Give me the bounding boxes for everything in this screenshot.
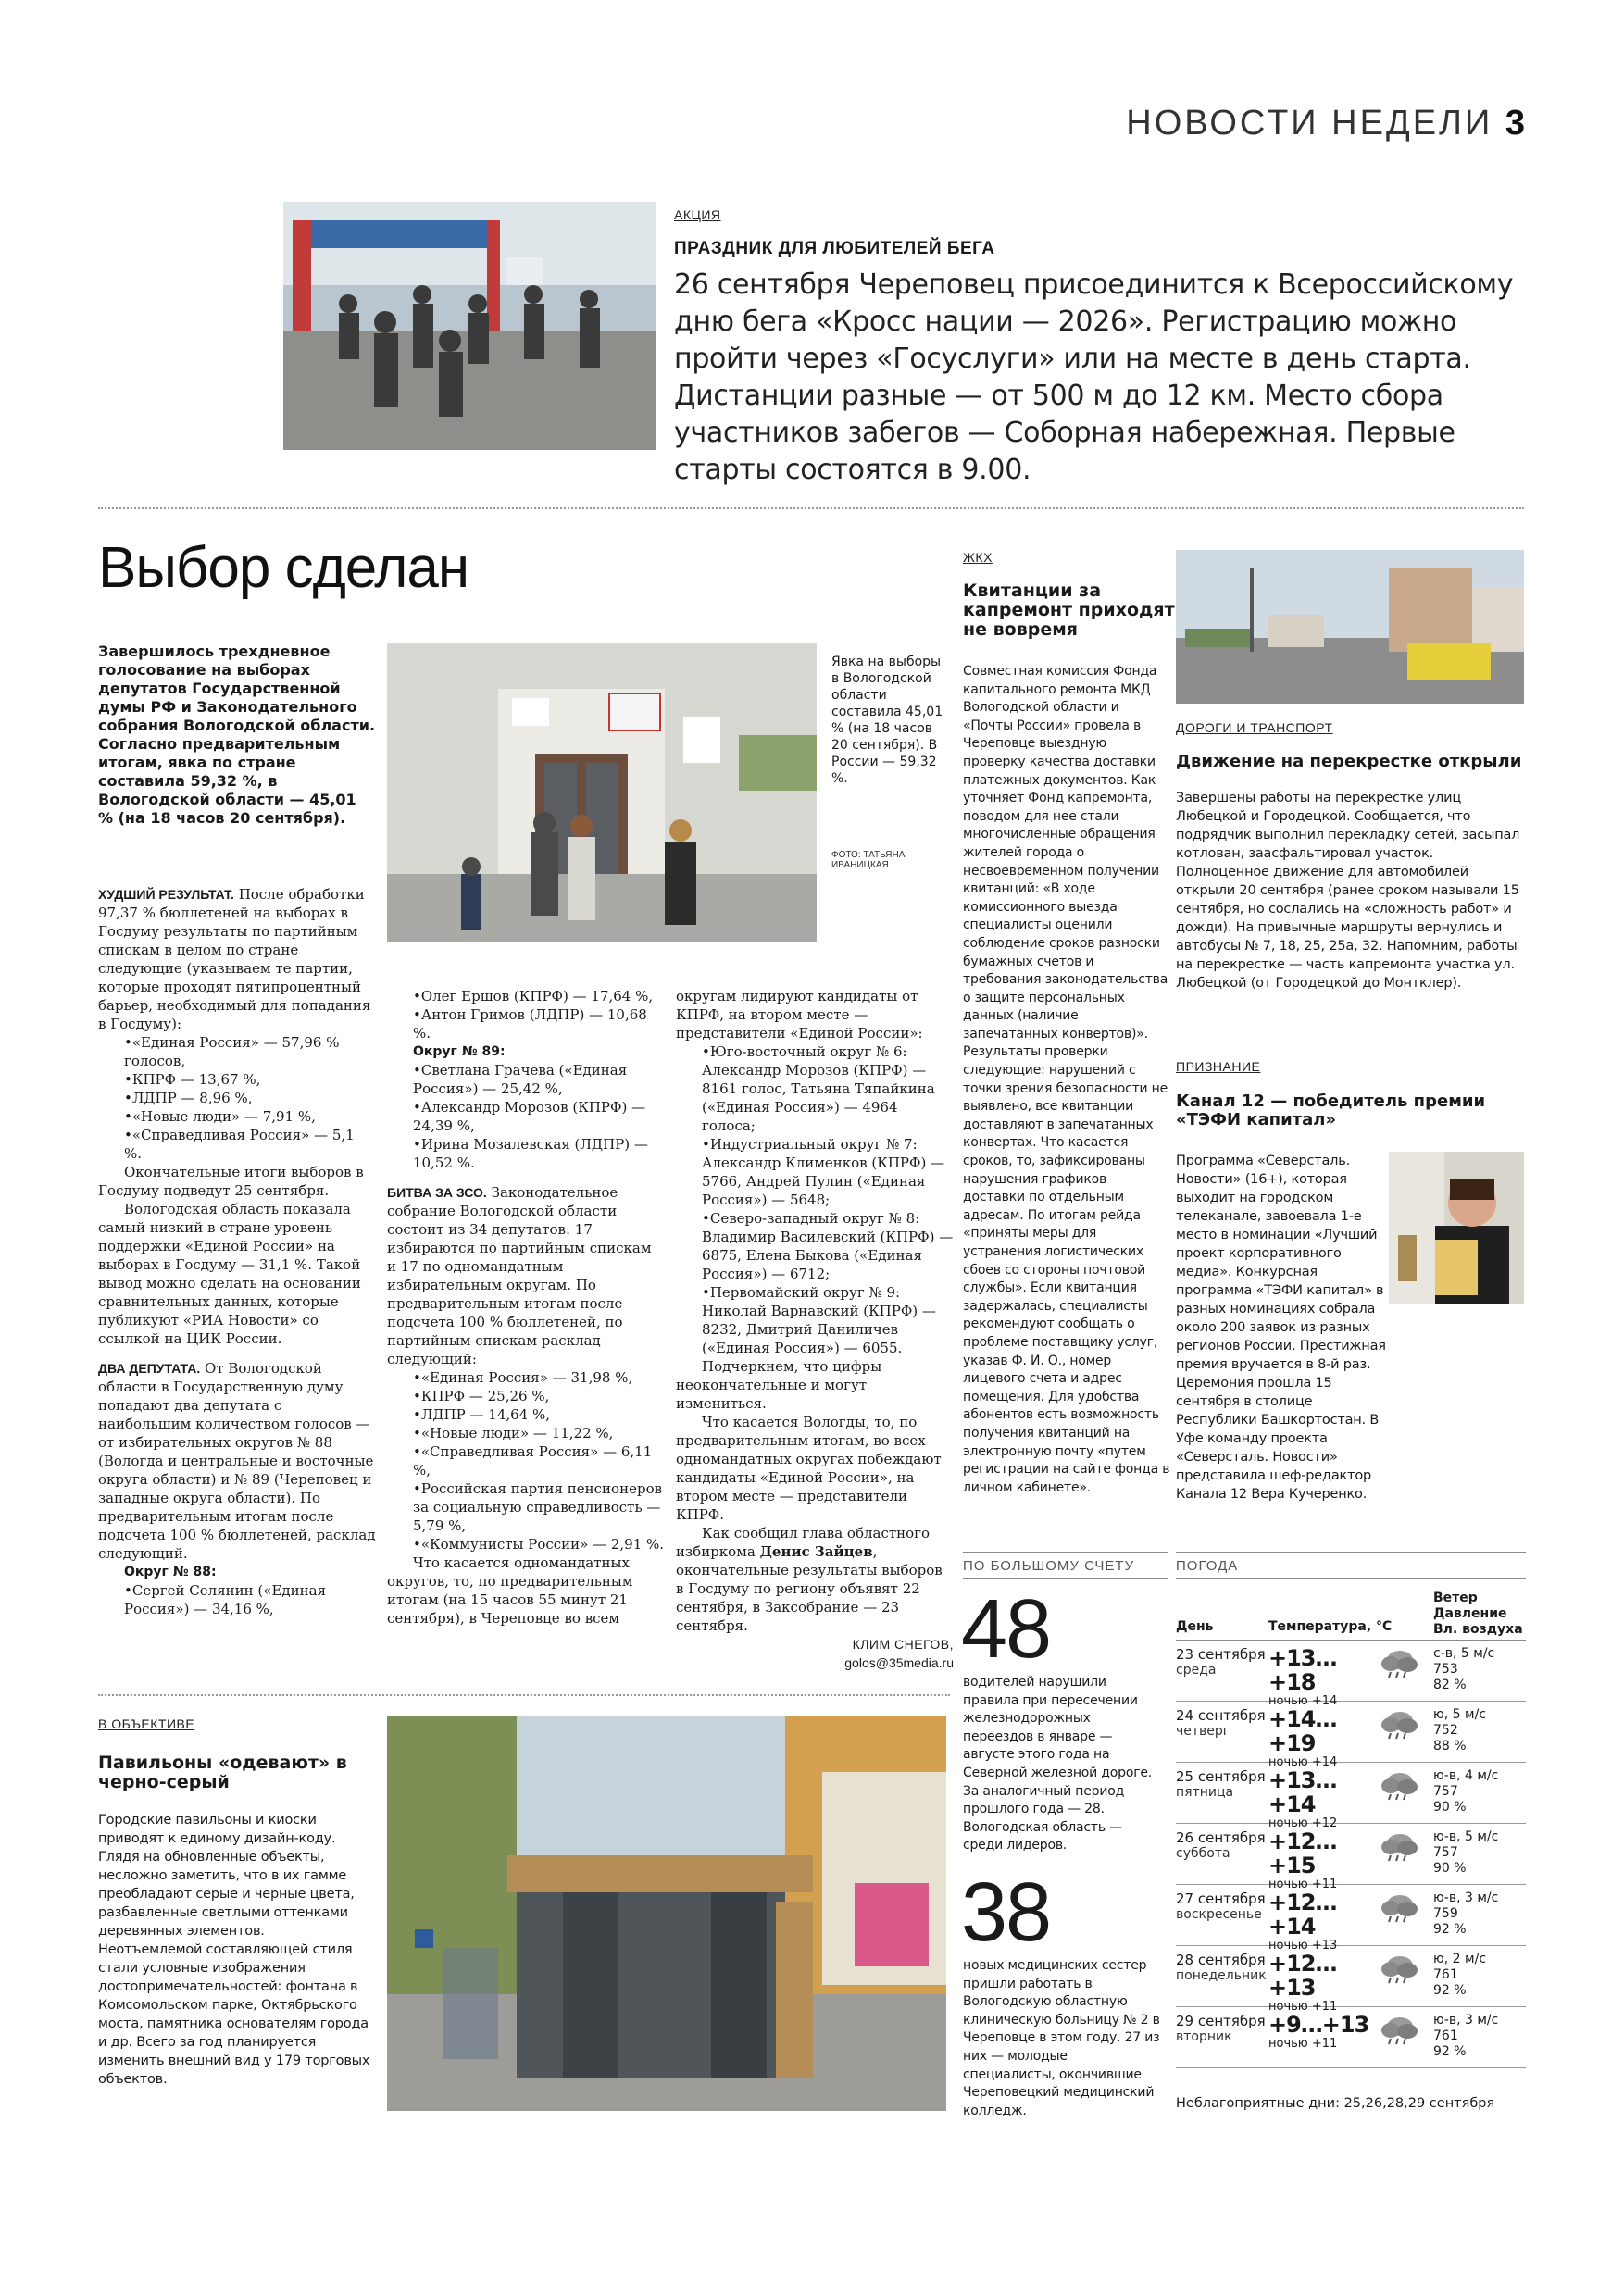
stat-number-1: 48 [961, 1583, 1051, 1676]
weather-row [1176, 1702, 1526, 1769]
list-item: •КПРФ — 13,67 %, [124, 1071, 261, 1088]
weather-date: 29 сентября [1176, 2013, 1266, 2029]
weather-row [1176, 1946, 1526, 2014]
weather-weekday: суббота [1176, 1846, 1230, 1861]
roads-title: Движение на перекрестке открыли [1176, 752, 1522, 771]
rain-cloud-icon [1378, 1768, 1433, 1823]
weather-date: 25 сентября [1176, 1768, 1266, 1785]
weather-night-temp: ночью +13 [1268, 1939, 1338, 1953]
list-item: •«Единая Россия» — 31,98 %, [413, 1369, 633, 1386]
paragraph: округам лидируют кандидаты от КПРФ, на втором месте — представители «Единой России»: [676, 988, 923, 1042]
weather-col-temp: Температура, °С [1268, 1619, 1393, 1634]
promo-title: ПРАЗДНИК ДЛЯ ЛЮБИТЕЛЕЙ БЕГА [674, 239, 995, 258]
weather-col-pressure: Давление [1433, 1606, 1507, 1621]
pavilions-rubric: В ОБЪЕКТИВЕ [98, 1716, 195, 1731]
weather-weekday: воскресенье [1176, 1907, 1262, 1922]
list-item: •Северо-западный округ № 8: Владимир Василевский (КПРФ) — 6875, Елена Быкова («Единая Россия») — 6712; [702, 1210, 954, 1282]
page-header [1093, 104, 1528, 144]
roads-rubric: ДОРОГИ И ТРАНСПОРТ [1176, 720, 1333, 735]
weather-wind: ю, 2 м/с [1433, 1952, 1487, 1966]
okrug-heading: Округ № 89: [413, 1044, 506, 1059]
weather-footer: Неблагоприятные дни: 25,26,28,29 сентября [1176, 2096, 1495, 2111]
author-email: golos@35media.ru [844, 1655, 954, 1670]
list-item: •ЛДПР — 14,64 %, [413, 1406, 551, 1423]
list-item: •Первомайский округ № 9: Николай Варнавский (КПРФ) — 8232, Дмитрий Даниличев («Единая Россия») — 6055. [702, 1284, 936, 1356]
section-lead-worst: ХУДШИЙ РЕЗУЛЬТАТ. [98, 887, 234, 902]
weather-date: 26 сентября [1176, 1829, 1266, 1846]
weather-pressure: 757 [1433, 1784, 1458, 1799]
rain-cloud-icon [1378, 1890, 1433, 1945]
rain-cloud-icon [1378, 1707, 1433, 1762]
pavilion-photo [387, 1716, 946, 2111]
weather-row [1176, 1824, 1526, 1891]
weather-wind: с-в, 5 м/с [1433, 1646, 1495, 1661]
paragraph: Что касается Вологды, то, по предварительным итогам, во всех одномандатных округах побеждают кандидаты «Единой России», на втором месте — представители КПРФ. [676, 1414, 942, 1523]
list-item: •Ирина Мозалевская (ЛДПР) — 10,52 %. [413, 1136, 648, 1171]
list-item: •Олег Ершов (КПРФ) — 17,64 %, [413, 988, 654, 1004]
author-name: КЛИМ СНЕГОВ, [852, 1637, 954, 1652]
weather-temp: +13…+18 [1268, 1645, 1337, 1695]
section-lead-two-deputies: ДВА ДЕПУТАТА. [98, 1361, 201, 1376]
list-item: •Российская партия пенсионеров за социальную справедливость — 5,79 %, [413, 1480, 663, 1534]
page-number: 3 [1505, 104, 1528, 143]
award-winner-photo [1389, 1152, 1524, 1304]
weather-temp: +12…+14 [1268, 1890, 1337, 1940]
weather-humidity: 92 % [1433, 1983, 1467, 1998]
weather-humidity: 90 % [1433, 1800, 1467, 1815]
weather-date: 23 сентября [1176, 1646, 1266, 1663]
weather-row [1176, 2007, 1526, 2068]
article-col-2 [387, 987, 665, 1628]
weather-temp: +12…+15 [1268, 1828, 1337, 1878]
weather-date: 24 сентября [1176, 1707, 1266, 1724]
photo-caption: Явка на выборы в Вологодской области составила 45,01 % (на 18 часов 20 сентября). В России — 59,32 %. [831, 655, 943, 786]
list-item: •«Справедливая Россия» — 5,1 %. [124, 1127, 355, 1162]
zhkh-title: Квитанции за капремонт приходят не вовремя [963, 580, 1175, 640]
list-item: •Юго-восточный округ № 6: Александр Морозов (КПРФ) — 8161 голос, Татьяна Тяпайкина («Единая Россия») — 4964 голоса; [702, 1043, 935, 1134]
list-item: •«Единая Россия» — 57,96 % голосов, [124, 1034, 340, 1069]
weather-weekday: среда [1176, 1663, 1217, 1678]
weather-rubric: ПОГОДА [1176, 1558, 1239, 1574]
weather-pressure: 753 [1433, 1662, 1458, 1677]
list-item: •«Коммунисты России» — 2,91 %. [413, 1536, 665, 1553]
weather-col-day: День [1176, 1619, 1214, 1634]
article-col-3 [676, 987, 954, 1672]
weather-wind: ю-в, 5 м/с [1433, 1829, 1499, 1844]
weather-rubric-bar [1176, 1552, 1526, 1578]
zhkh-rubric: ЖКХ [963, 550, 993, 565]
weather-weekday: пятница [1176, 1785, 1234, 1800]
roads-text: Завершены работы на перекрестке улиц Любецкой и Городецкой. Сообщается, что подрядчик выполнил перекладку сетей, засыпал котлован, заасфальтировал участок. Полноценное движение для автомобилей открыли 20 сентября (ранее сроком называли 15 сентября, но сослались на «сложность работ» и дожди). На привычные маршруты вернулись и автобусы № 7, 18, 25, 25а, 32. Напомним, работы на перекрестке — часть капремонта участка ул. Любецкой (от Городецкой до Монтклер). [1176, 791, 1520, 991]
okrug-heading: Округ № 88: [124, 1565, 217, 1579]
stat-text-2: новых медицинских сестер пришли работать в Вологодскую областную клиническую больницу № 2 в Череповце в этом году. 27 из них — молодые специалисты, окончившие Череповецкий медицинский колледж. [963, 1958, 1160, 2118]
weather-pressure: 759 [1433, 1906, 1458, 1921]
article-col-1 [98, 885, 376, 1618]
section-lead-zso: БИТВА ЗА ЗСО. [387, 1185, 487, 1200]
weather-night-temp: ночью +11 [1268, 1878, 1338, 1891]
polling-station-photo [387, 643, 817, 942]
person-name: Денис Зайцев [759, 1543, 873, 1560]
weather-temp: +14…+19 [1268, 1706, 1337, 1756]
weather-wind: ю-в, 3 м/с [1433, 1890, 1499, 1905]
list-item: •Индустриальный округ № 7: Александр Клименков (КПРФ) — 5766, Андрей Пулин («Единая Россия») — 5648; [702, 1136, 945, 1208]
paragraph: Подчеркнем, что цифры неокончательные и могут измениться. [676, 1358, 882, 1412]
photo-credit: ФОТО: ТАТЬЯНА ИВАНИЦКАЯ [831, 850, 906, 870]
weather-temp: +13…+14 [1268, 1767, 1337, 1817]
rain-cloud-icon [1378, 1646, 1433, 1701]
section-text-worst: После обработки 97,37 % бюллетеней на выборах в Госдуму результаты по партийным спискам в целом по стране следующие (указываем те партии, которые проходят пятипроцентный барьер, необходимый для попадания в Госдуму): [98, 886, 371, 1032]
weather-col-humidity: Вл. воздуха [1433, 1622, 1523, 1637]
weather-row [1176, 1641, 1526, 1708]
stat-text-1: водителей нарушили правила при пересечении железнодорожных переездов в январе — августе этого года на Северной железной дороге. За аналогичный период прошлого года — 28. Вологодская область — среди лидеров. [963, 1675, 1153, 1853]
weather-night-temp: ночью +11 [1268, 2037, 1338, 2051]
weather-weekday: четверг [1176, 1724, 1230, 1739]
weather-night-temp: ночью +12 [1268, 1816, 1338, 1830]
list-item: •Антон Гримов (ЛДПР) — 10,68 %. [413, 1006, 647, 1042]
section-title: НОВОСТИ НЕДЕЛИ [1126, 104, 1493, 143]
pavilions-title: Павильоны «одевают» в черно-серый [98, 1753, 347, 1792]
weather-pressure: 761 [1433, 2028, 1458, 2043]
list-item: •КПРФ — 25,26 %, [413, 1388, 550, 1404]
weather-humidity: 88 % [1433, 1739, 1467, 1753]
weather-humidity: 92 % [1433, 1922, 1467, 1937]
rain-cloud-icon [1378, 1829, 1433, 1884]
weather-wind: ю-в, 4 м/с [1433, 1768, 1499, 1783]
list-item: •«Справедливая Россия» — 6,11 %, [413, 1443, 653, 1479]
paragraph: Что касается одномандатных округов, то, по предварительным итогам (на 15 часов 55 минут 21 сентября), в Череповце во всем [387, 1554, 633, 1627]
weather-col-wind: Ветер [1433, 1591, 1478, 1605]
list-item: •Александр Морозов (КПРФ) — 24,39 %, [413, 1099, 646, 1134]
list-item: •ЛДПР — 8,96 %, [124, 1090, 253, 1106]
weather-wind: ю-в, 3 м/с [1433, 2013, 1499, 2028]
stats-rubric: ПО БОЛЬШОМУ СЧЕТУ [963, 1558, 1135, 1574]
paragraph: Окончательные итоги выборов в Госдуму подведут 25 сентября. [98, 1164, 364, 1199]
promo-text: 26 сентября Череповец присоединится к Всероссийскому дню бега «Кросс нации — 2026». Регистрацию можно пройти через «Госуслуги» или на месте в день старта. Дистанции разные — от 500 м до 12 км. Место сбора участников забегов — Соборная набережная. Первые старты состоятся в 9.00. [674, 268, 1514, 486]
stat-number-2: 38 [961, 1866, 1051, 1959]
weather-pressure: 752 [1433, 1723, 1458, 1738]
list-item: •«Новые люди» — 7,91 %, [124, 1108, 316, 1125]
section-text-zso: Законодательное собрание Вологодской области состоит из 34 депутатов: 17 избираются по партийным спискам и 17 по одномандатным избирательным округам. По предварительным итогам после подсчета 100 % бюллетеней, по партийным спискам расклад следующий: [387, 1184, 652, 1367]
text-fragment: Как сообщил глава областного избиркома [676, 1525, 931, 1560]
promo-rubric: АКЦИЯ [674, 207, 721, 222]
list-item: •«Новые люди» — 11,22 %, [413, 1425, 614, 1441]
main-headline: Выбор сделан [98, 536, 469, 600]
weather-humidity: 92 % [1433, 2044, 1467, 2059]
text-fragment: , окончательные результаты выборов в Госдуму по региону объявят 22 сентября, в Заксобрание — 23 сентября. [676, 1543, 943, 1634]
intersection-photo [1176, 550, 1524, 704]
weather-pressure: 757 [1433, 1845, 1458, 1860]
divider [98, 507, 1524, 509]
divider [98, 1694, 950, 1696]
rain-cloud-icon [1378, 2013, 1433, 2067]
weather-pressure: 761 [1433, 1967, 1458, 1982]
stats-rubric-bar [963, 1552, 1168, 1578]
weather-table [1176, 1581, 1526, 2068]
zhkh-text: Совместная комиссия Фонда капитального ремонта МКД Вологодской области и «Почты России» провела в Череповце выездную проверку качества доставки платежных документов. Как уточняет Фонд капремонта, поводом для нее стали многочисленные обращения жителей города о несвоевременном получении квитанций: «В ходе комиссионного выезда специалисты оценили соблюдение сроков разноски бумажных счетов и требования законодательства о защите персональных данных (наличие запечатанных конвертов)». Результаты проверки следующие: нарушений с точки зрения безопасности не выявлено, все квитанции доставляют в запечатанных конвертах. Что касается сроков, то, зафиксированы нарушения графиков доставки по отдельным адресам. По итогам рейда «приняты меры для устранения логистических сбоев со стороны почтовой службы». Если квитанция задержалась, специалисты рекомендуют сообщать о проблеме поставщику услуг, указав Ф. И. О., номер лицевого счета и адрес помещения. Для удобства абонентов есть возможность получения квитанций на электронную почту «путем регистрации на сайте фонда в личном кабинете». [963, 664, 1170, 1495]
list-item: •Сергей Селянин («Единая Россия») — 34,16 %, [124, 1582, 327, 1617]
running-photo [283, 202, 656, 450]
weather-weekday: понедельник [1176, 1968, 1267, 1983]
weather-temp: +9…+13 [1268, 2012, 1369, 2038]
weather-night-temp: ночью +11 [1268, 2000, 1338, 2014]
award-text: Программа «Северсталь. Новости» (16+), которая выходит на городском телеканале, завоевала 1-е место в номинации «Лучший проект корпоративного медиа». Конкурсная программа «ТЭФИ капитал» в разных номинациях собрала около 200 заявок из разных регионов России. Престижная премия вручается в 8-й раз. Церемония прошла 15 сентября в столице Республики Башкортостан. В Уфе команду проекта «Северсталь. Новости» представила шеф-редактор Канала 12 Вера Кучеренко. [1176, 1154, 1386, 1502]
weather-row [1176, 1885, 1526, 1953]
weather-weekday: вторник [1176, 2029, 1232, 2044]
weather-humidity: 82 % [1433, 1678, 1467, 1692]
weather-humidity: 90 % [1433, 1861, 1467, 1876]
pavilions-text: Городские павильоны и киоски приводят к единому дизайн-коду. Глядя на обновленные объекты, несложно заметить, что в их гамме преобладают серые и черные цвета, разбавленные светлыми оттенками деревянных элементов. Неотъемлемой составляющей стиля стали условные изображения достопримечательностей: фонтана в Комсомольском парке, Октябрьского моста, памятника основателям города и др. Всего за год планируется изменить внешний вид у 179 торговых объектов. [98, 1813, 370, 2087]
paragraph: Вологодская область показала самый низкий в стране уровень поддержки «Единой России» на выборах в Госдуму — 31,1 %. Такой вывод можно сделать на основании сравнительных данных, которые публикуют «РИА Новости» со ссылкой на ЦИК России. [98, 1201, 361, 1347]
weather-night-temp: ночью +14 [1268, 1694, 1338, 1708]
section-text-two-deputies: От Вологодской области в Государственную думу попадают два депутата с наибольшим количеством голосов — от избирательных округов № 88 (Вологда и центральные и восточные округа области) и № 89 (Череповец и западные округа области). По предварительным итогам после подсчета 100 % бюллетеней, расклад следующий. [98, 1360, 376, 1562]
weather-date: 27 сентября [1176, 1890, 1266, 1907]
weather-night-temp: ночью +14 [1268, 1755, 1338, 1769]
paragraph [676, 1524, 954, 1635]
rain-cloud-icon [1378, 1952, 1433, 2006]
weather-row [1176, 1763, 1526, 1830]
weather-date: 28 сентября [1176, 1952, 1266, 1968]
weather-temp: +12…+13 [1268, 1951, 1337, 2001]
list-item: •Светлана Грачева («Единая Россия») — 25,42 %, [413, 1062, 628, 1097]
award-rubric: ПРИЗНАНИЕ [1176, 1059, 1261, 1074]
award-title: Канал 12 — победитель премии «ТЭФИ капитал» [1176, 1092, 1486, 1129]
main-lead: Завершилось трехдневное голосование на выборах депутатов Государственной думы РФ и Законодательного собрания Вологодской области. Согласно предварительным итогам, явка по стране составила 59,32 %, в Вологодской области — 45,01 % (на 18 часов 20 сентября). [98, 643, 376, 827]
weather-wind: ю, 5 м/с [1433, 1707, 1487, 1722]
